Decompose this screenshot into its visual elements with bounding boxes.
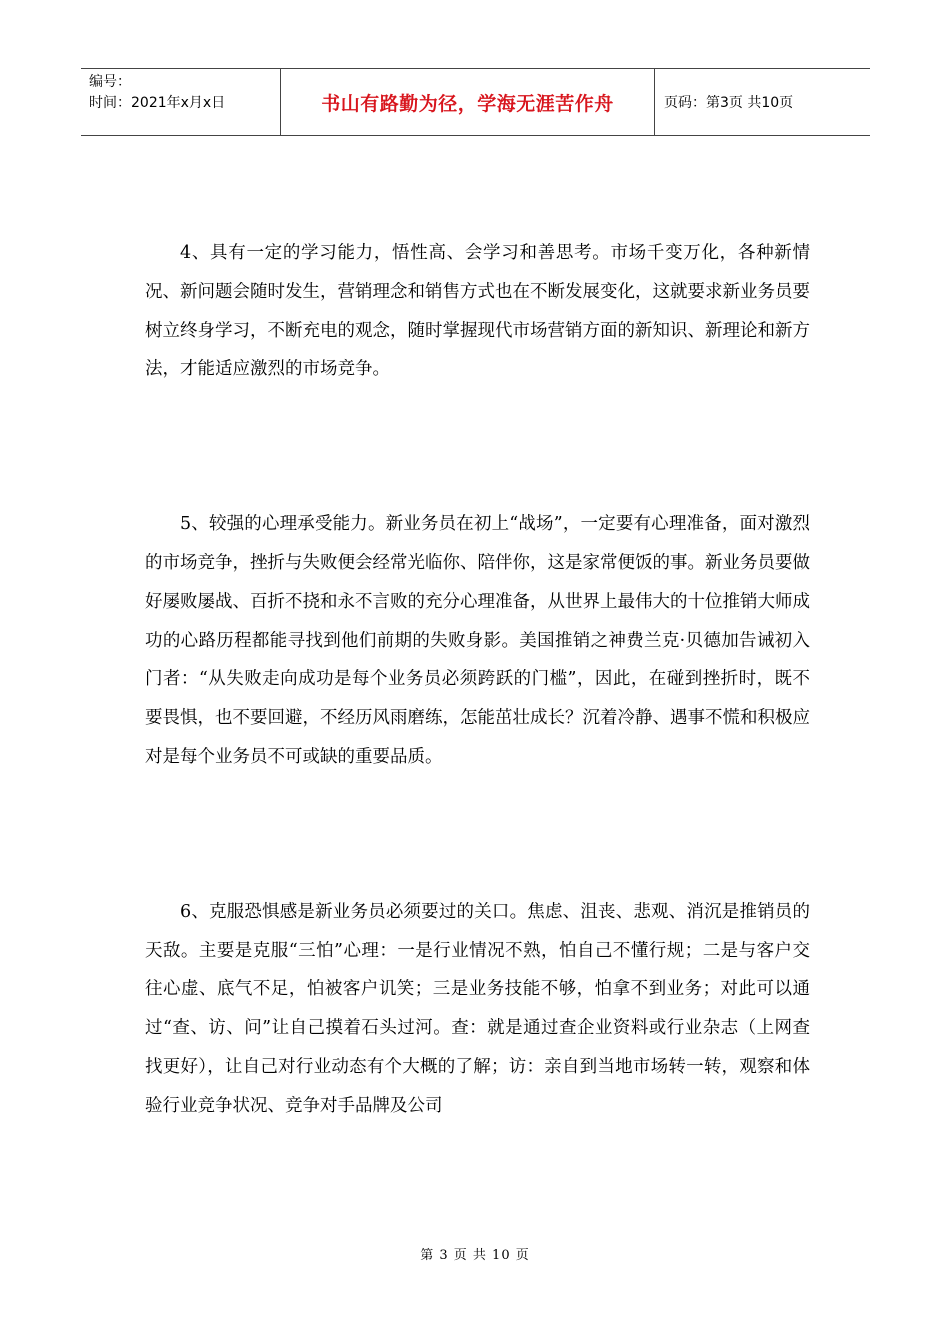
paragraph-5: 5、较强的心理承受能力。新业务员在初上“战场”，一定要有心理准备，面对激烈的市场竞争，挫折与失败便会经常光临你、陪伴你，这是家常便饭的事。新业务员要做好屡败屡战、百折不挠和永不言败的充分心理准备，从世界上最伟大的十位推销大师成功的心路历程都能寻找到他们前期的失败身影。美国推销之神费兰克·贝德加告诫初入门者：“从失败走向成功是每个业务员必须跨跃的门槛”，因此，在碰到挫折时，既不要畏惧，也不要回避，不经历风雨磨练，怎能茁壮成长？沉着冷静、遇事不慌和积极应对是每个业务员不可或缺的重要品质。 (145, 514, 810, 767)
document-header (81, 68, 870, 136)
document-date-label: 时间：2021年x月x日 (89, 95, 226, 111)
header-meta (81, 69, 281, 135)
header-motto: 书山有路勤为径，学海无涯苦作舟 (281, 69, 655, 135)
header-page-info: 页码：第3页 共10页 (664, 95, 794, 111)
paragraph-4: 4、具有一定的学习能力，悟性高、会学习和善思考。市场千变万化，各种新情况、新问题会随时发生，营销理念和销售方式也在不断发展变化，这就要求新业务员要树立终身学习，不断充电的观念，随时掌握现代市场营销方面的新知识、新理论和新方法，才能适应激烈的市场竞争。 (145, 243, 810, 380)
document-body (145, 234, 810, 1126)
paragraph-6: 6、克服恐惧感是新业务员必须要过的关口。焦虑、沮丧、悲观、消沉是推销员的天敌。主要是克服“三怕”心理：一是行业情况不熟，怕自己不懂行规；二是与客户交往心虚、底气不足，怕被客户讥笑；三是业务技能不够，怕拿不到业务；对此可以通过“查、访、问”让自己摸着石头过河。查：就是通过查企业资料或行业杂志（上网查找更好），让自己对行业动态有个大概的了解；访：亲自到当地市场转一转，观察和体验行业竞争状况、竞争对手品牌及公司 (145, 901, 810, 1116)
page-footer: 第 3 页 共 10 页 (420, 1248, 530, 1263)
document-number-label: 编号： (89, 74, 131, 90)
